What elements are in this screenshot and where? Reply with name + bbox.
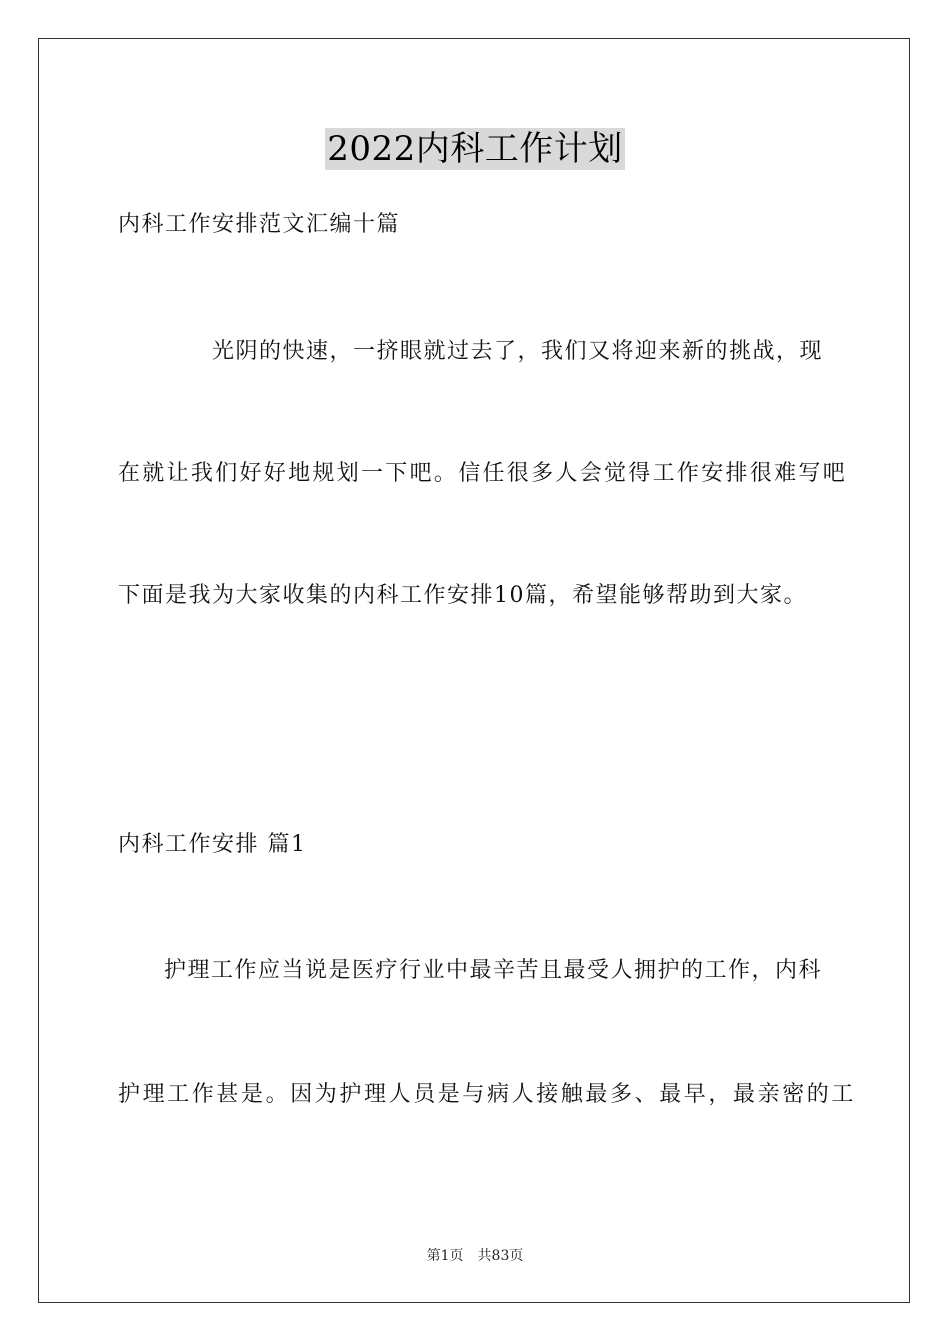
document-title: 2022内科工作计划 [327,129,623,169]
section-line-2: 护理工作甚是。因为护理人员是与病人接触最多、最早，最亲密的工 [118,1082,857,1107]
current-page-number: 第1页 [426,1248,464,1264]
intro-line-2: 在就让我们好好地规划一下吧。信任很多人会觉得工作安排很难写吧 [118,461,848,486]
intro-line-1: 光阴的快速，一挤眼就过去了，我们又将迎来新的挑战，现 [212,339,824,364]
title-container [0,128,950,170]
total-page-count: 共83页 [477,1248,524,1264]
section-line-1: 护理工作应当说是医疗行业中最辛苦且最受人拥护的工作，内科 [164,958,823,983]
page-footer [0,1247,950,1265]
document-subtitle: 内科工作安排范文汇编十篇 [118,212,401,237]
intro-line-3: 下面是我为大家收集的内科工作安排10篇，希望能够帮助到大家。 [118,583,807,608]
section-heading: 内科工作安排 篇1 [118,832,307,857]
